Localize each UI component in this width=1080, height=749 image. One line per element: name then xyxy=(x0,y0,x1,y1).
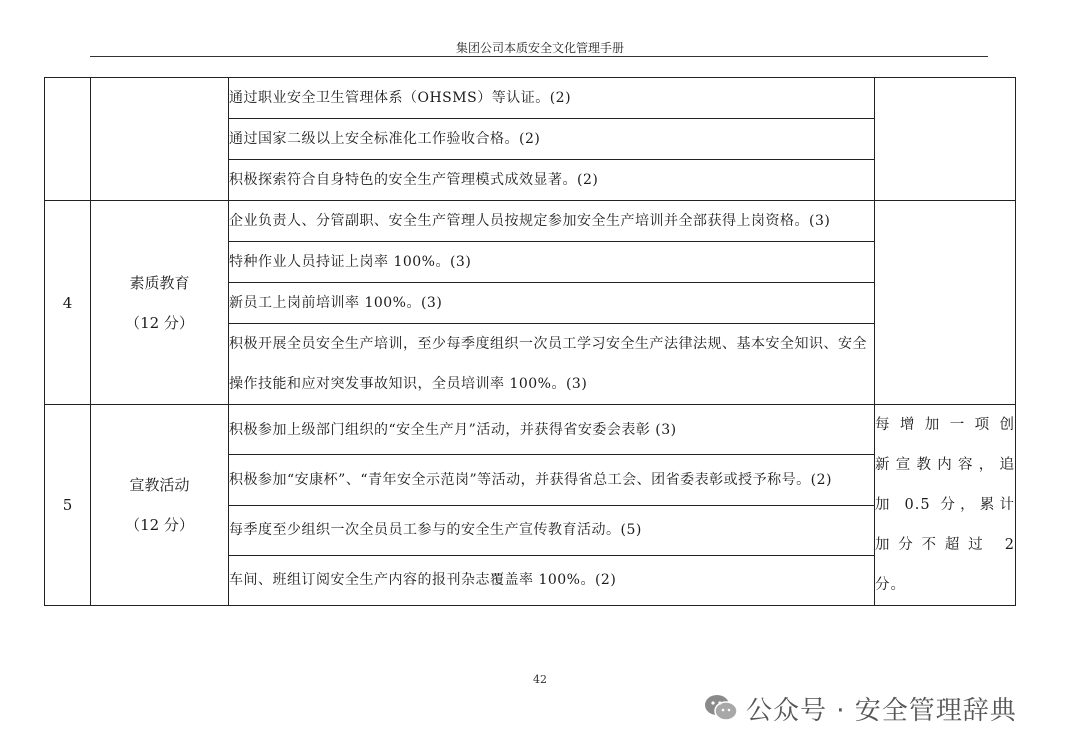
page-number: 42 xyxy=(533,673,547,686)
category-name: 宣教活动 xyxy=(129,476,190,494)
criterion-item: 积极探索符合自身特色的安全生产管理模式成效显著。(2) xyxy=(229,160,875,201)
watermark xyxy=(704,688,1017,728)
header-rule xyxy=(90,56,988,57)
criterion-item: 通过国家二级以上安全标准化工作验收合格。(2) xyxy=(229,119,875,160)
note-line: 加 0.5 分，累计 xyxy=(875,497,1015,513)
note-line: 新宣教内容，追 xyxy=(875,457,1015,473)
criterion-item: 积极参加上级部门组织的“安全生产月”活动，并获得省安委会表彰 (3) xyxy=(229,405,875,455)
criterion-item: 特种作业人员持证上岗率 100%。(3) xyxy=(229,242,875,283)
category-name: 素质教育 xyxy=(129,273,190,292)
criterion-item: 积极参加“安康杯”、“青年安全示范岗”等活动，并获得省总工会、团省委表彰或授予称号。(2) xyxy=(229,455,875,505)
category-cell xyxy=(91,78,229,201)
note-cell xyxy=(875,201,1016,405)
header-title: 集团公司本质安全文化管理手册 xyxy=(455,41,624,55)
row-number: 4 xyxy=(45,201,91,405)
criterion-item: 通过职业安全卫生管理体系（OHSMS）等认证。(2) xyxy=(229,78,875,119)
score-table xyxy=(44,77,1016,606)
category-score: （12 分） xyxy=(125,516,194,534)
row-number: 5 xyxy=(45,405,91,606)
category-cell xyxy=(91,405,229,606)
table-row xyxy=(45,78,1016,119)
row-number xyxy=(45,78,91,201)
note-line: 分。 xyxy=(875,577,906,593)
note-cell xyxy=(875,78,1016,201)
note-line: 加分不超过 2 xyxy=(875,537,1015,553)
wechat-icon xyxy=(704,694,738,722)
table-row xyxy=(45,201,1016,242)
watermark-text: 公众号 · 安全管理辞典 xyxy=(746,695,1017,726)
criterion-item: 企业负责人、分管副职、安全生产管理人员按规定参加安全生产培训并全部获得上岗资格。(3) xyxy=(229,201,875,242)
table-row xyxy=(45,405,1016,455)
note-line: 每增加一项创 xyxy=(875,417,1015,433)
criterion-item: 积极开展全员安全生产培训，至少每季度组织一次员工学习安全生产法律法规、基本安全知识、安全操作技能和应对突发事故知识，全员培训率 100%。(3) xyxy=(229,324,875,405)
criterion-item: 车间、班组订阅安全生产内容的报刊杂志覆盖率 100%。(2) xyxy=(229,555,875,605)
criterion-item: 每季度至少组织一次全员员工参与的安全生产宣传教育活动。(5) xyxy=(229,505,875,555)
note-cell xyxy=(875,405,1016,606)
category-score: （12 分） xyxy=(125,313,194,332)
category-cell xyxy=(91,201,229,405)
criterion-item: 新员工上岗前培训率 100%。(3) xyxy=(229,283,875,324)
